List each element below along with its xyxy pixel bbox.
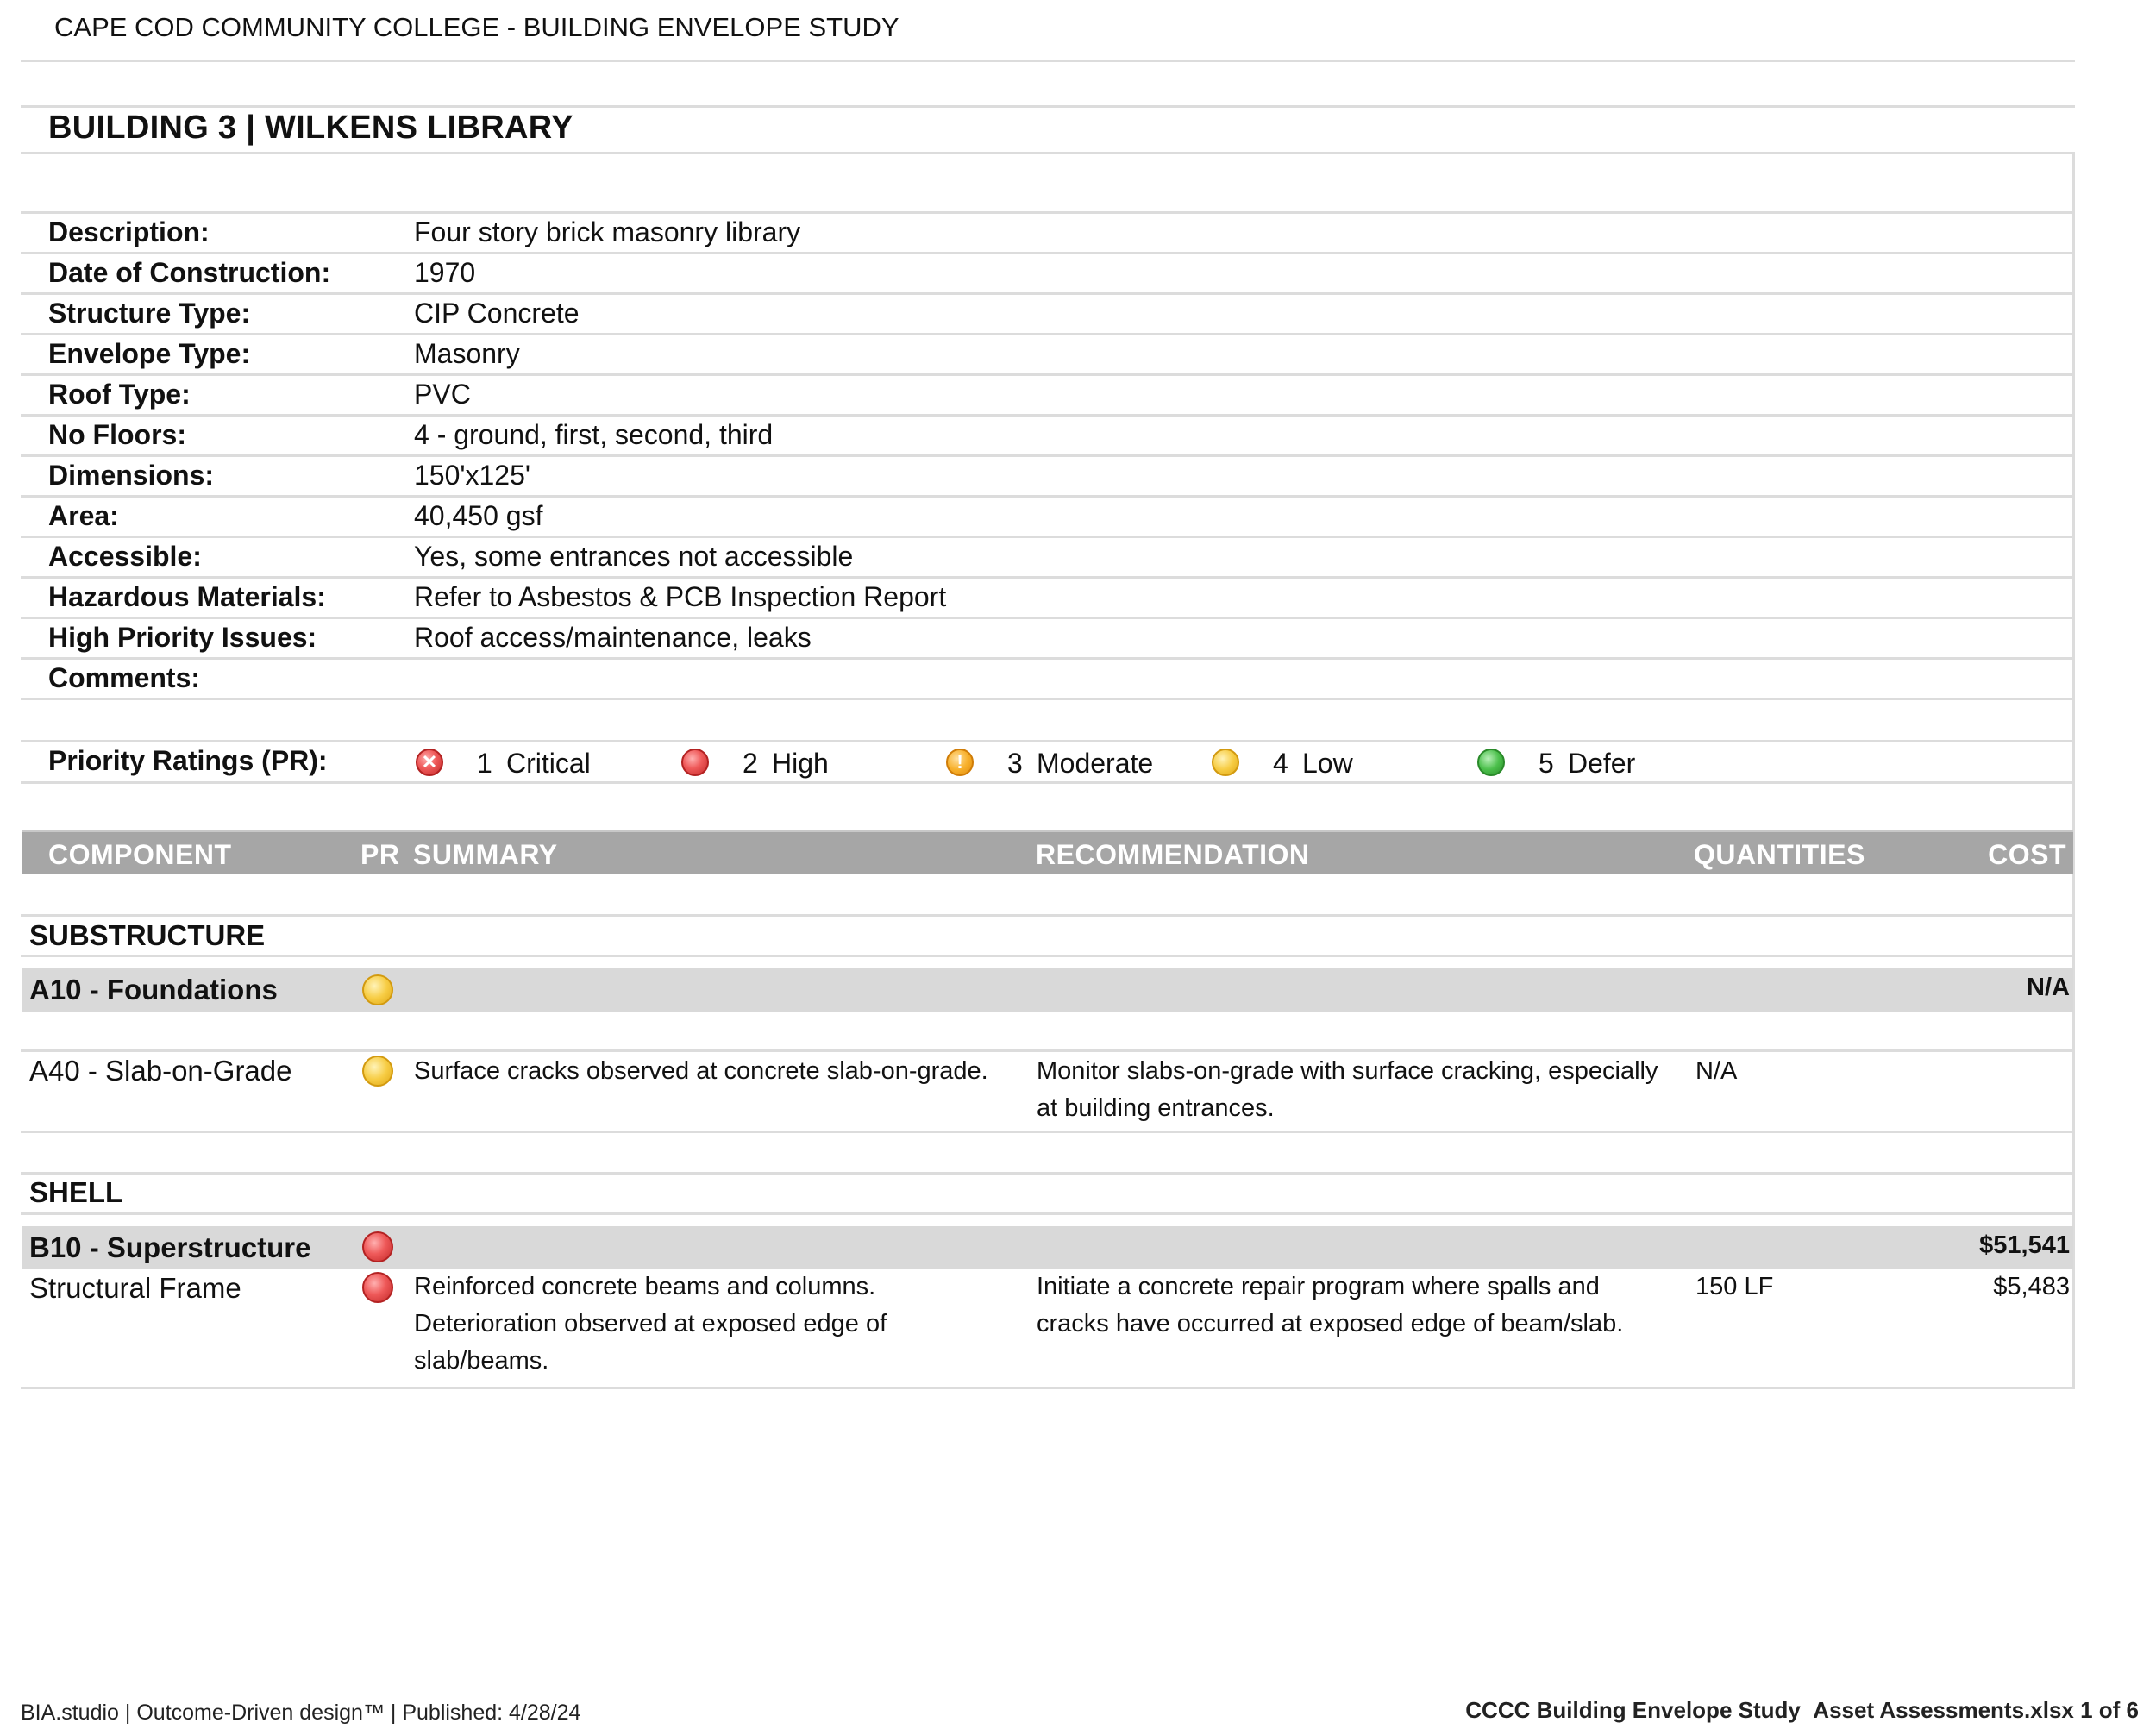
divider — [21, 698, 2075, 700]
legend-name: Critical — [506, 748, 591, 779]
moderate-exclamation-icon: ! — [946, 749, 974, 776]
high-dot-icon — [681, 749, 709, 776]
info-label: Roof Type: — [48, 379, 191, 410]
info-value: CIP Concrete — [414, 298, 580, 329]
info-value: 1970 — [414, 257, 476, 288]
info-value: PVC — [414, 379, 471, 410]
defer-dot-icon — [1477, 749, 1505, 776]
col-summary: SUMMARY — [413, 839, 558, 870]
info-value: Four story brick masonry library — [414, 216, 801, 247]
info-label: Date of Construction: — [48, 257, 331, 288]
info-label: No Floors: — [48, 419, 186, 450]
row-summary: Reinforced concrete beams and columns. Deterioration observed at exposed edge of slab/beams. — [414, 1273, 887, 1375]
divider — [21, 211, 2075, 214]
col-quantities: QUANTITIES — [1694, 839, 1865, 870]
section-shell: SHELL — [29, 1176, 123, 1208]
divider — [21, 495, 2075, 498]
pr-high-icon — [362, 1272, 393, 1303]
col-recommendation: RECOMMENDATION — [1036, 839, 1310, 870]
document-header: CAPE COD COMMUNITY COLLEGE - BUILDING ENVELOPE STUDY — [54, 12, 899, 42]
divider — [21, 1131, 2075, 1133]
group-row — [22, 1226, 2073, 1269]
info-label: Description: — [48, 216, 210, 247]
info-value: 4 - ground, first, second, third — [414, 419, 774, 450]
building-title: BUILDING 3 | WILKENS LIBRARY — [48, 110, 573, 146]
legend-name: Defer — [1568, 748, 1636, 779]
legend-name: Moderate — [1037, 748, 1154, 779]
info-label: Structure Type: — [48, 298, 251, 329]
divider — [21, 373, 2075, 376]
low-dot-icon — [1212, 749, 1239, 776]
legend-name: High — [772, 748, 829, 779]
legend-name: Low — [1302, 748, 1353, 779]
divider — [21, 1172, 2075, 1175]
footer-publisher: BIA.studio | Outcome-Driven design™ | Published: 4/28/24 — [21, 1701, 581, 1725]
divider — [21, 657, 2075, 660]
pr-high-icon — [362, 1231, 393, 1262]
row-cost: $5,483 — [1993, 1273, 2070, 1300]
divider — [21, 576, 2075, 579]
divider — [21, 414, 2075, 417]
divider — [21, 333, 2075, 335]
divider — [21, 105, 2075, 108]
row-recommendation: Initiate a concrete repair program where spalls and cracks have occurred at exposed edge of beam/slab. — [1037, 1273, 1624, 1337]
info-label: Hazardous Materials: — [48, 581, 326, 612]
info-value: Masonry — [414, 338, 520, 369]
divider — [21, 617, 2075, 619]
info-label: Accessible: — [48, 541, 202, 572]
divider — [21, 781, 2075, 784]
footer-file-page: CCCC Building Envelope Study_Asset Assessments.xlsx 1 of 6 — [1465, 1697, 2139, 1723]
info-label: Envelope Type: — [48, 338, 251, 369]
critical-x-icon: ✕ — [416, 749, 443, 776]
info-label: Comments: — [48, 662, 201, 693]
legend-num: 4 — [1273, 748, 1288, 779]
divider — [21, 740, 2075, 742]
group-component: A10 - Foundations — [29, 974, 278, 1005]
row-quantities: 150 LF — [1695, 1273, 1774, 1300]
legend-num: 3 — [1007, 748, 1023, 779]
section-substructure: SUBSTRUCTURE — [29, 919, 266, 951]
divider — [21, 536, 2075, 538]
priority-label: Priority Ratings (PR): — [48, 745, 328, 776]
col-component: COMPONENT — [48, 839, 232, 870]
group-row — [22, 968, 2073, 1012]
info-label: Dimensions: — [48, 460, 215, 491]
info-label: High Priority Issues: — [48, 622, 317, 653]
legend-num: 2 — [743, 748, 758, 779]
divider — [21, 152, 2075, 154]
legend-num: 1 — [477, 748, 492, 779]
info-value: 40,450 gsf — [414, 500, 543, 531]
group-cost: $51,541 — [1979, 1231, 2070, 1259]
group-cost: N/A — [2027, 974, 2070, 1001]
info-value: Refer to Asbestos & PCB Inspection Report — [414, 581, 947, 612]
divider — [21, 454, 2075, 457]
row-component: Structural Frame — [29, 1272, 241, 1304]
pr-low-icon — [362, 1056, 393, 1087]
row-quantities: N/A — [1695, 1057, 1738, 1085]
divider — [21, 914, 2075, 917]
table-header-row — [22, 830, 2073, 874]
divider — [21, 955, 2075, 957]
row-recommendation: Monitor slabs-on-grade with surface cracking, especially at building entrances. — [1037, 1057, 1658, 1122]
info-value: Yes, some entrances not accessible — [414, 541, 854, 572]
pr-low-icon — [362, 974, 393, 1005]
info-value: 150'x125' — [414, 460, 530, 491]
group-component: B10 - Superstructure — [29, 1231, 311, 1263]
divider — [21, 60, 2075, 62]
legend-num: 5 — [1539, 748, 1554, 779]
row-summary: Surface cracks observed at concrete slab-on-grade. — [414, 1057, 988, 1085]
col-cost: COST — [1988, 839, 2066, 870]
divider — [21, 1387, 2075, 1389]
divider — [21, 1049, 2075, 1052]
divider — [21, 252, 2075, 254]
divider — [21, 1212, 2075, 1215]
col-pr: PR — [360, 839, 400, 870]
row-component: A40 - Slab-on-Grade — [29, 1055, 292, 1087]
info-value: Roof access/maintenance, leaks — [414, 622, 812, 653]
divider — [21, 292, 2075, 295]
info-label: Area: — [48, 500, 119, 531]
right-border — [2072, 152, 2075, 1387]
